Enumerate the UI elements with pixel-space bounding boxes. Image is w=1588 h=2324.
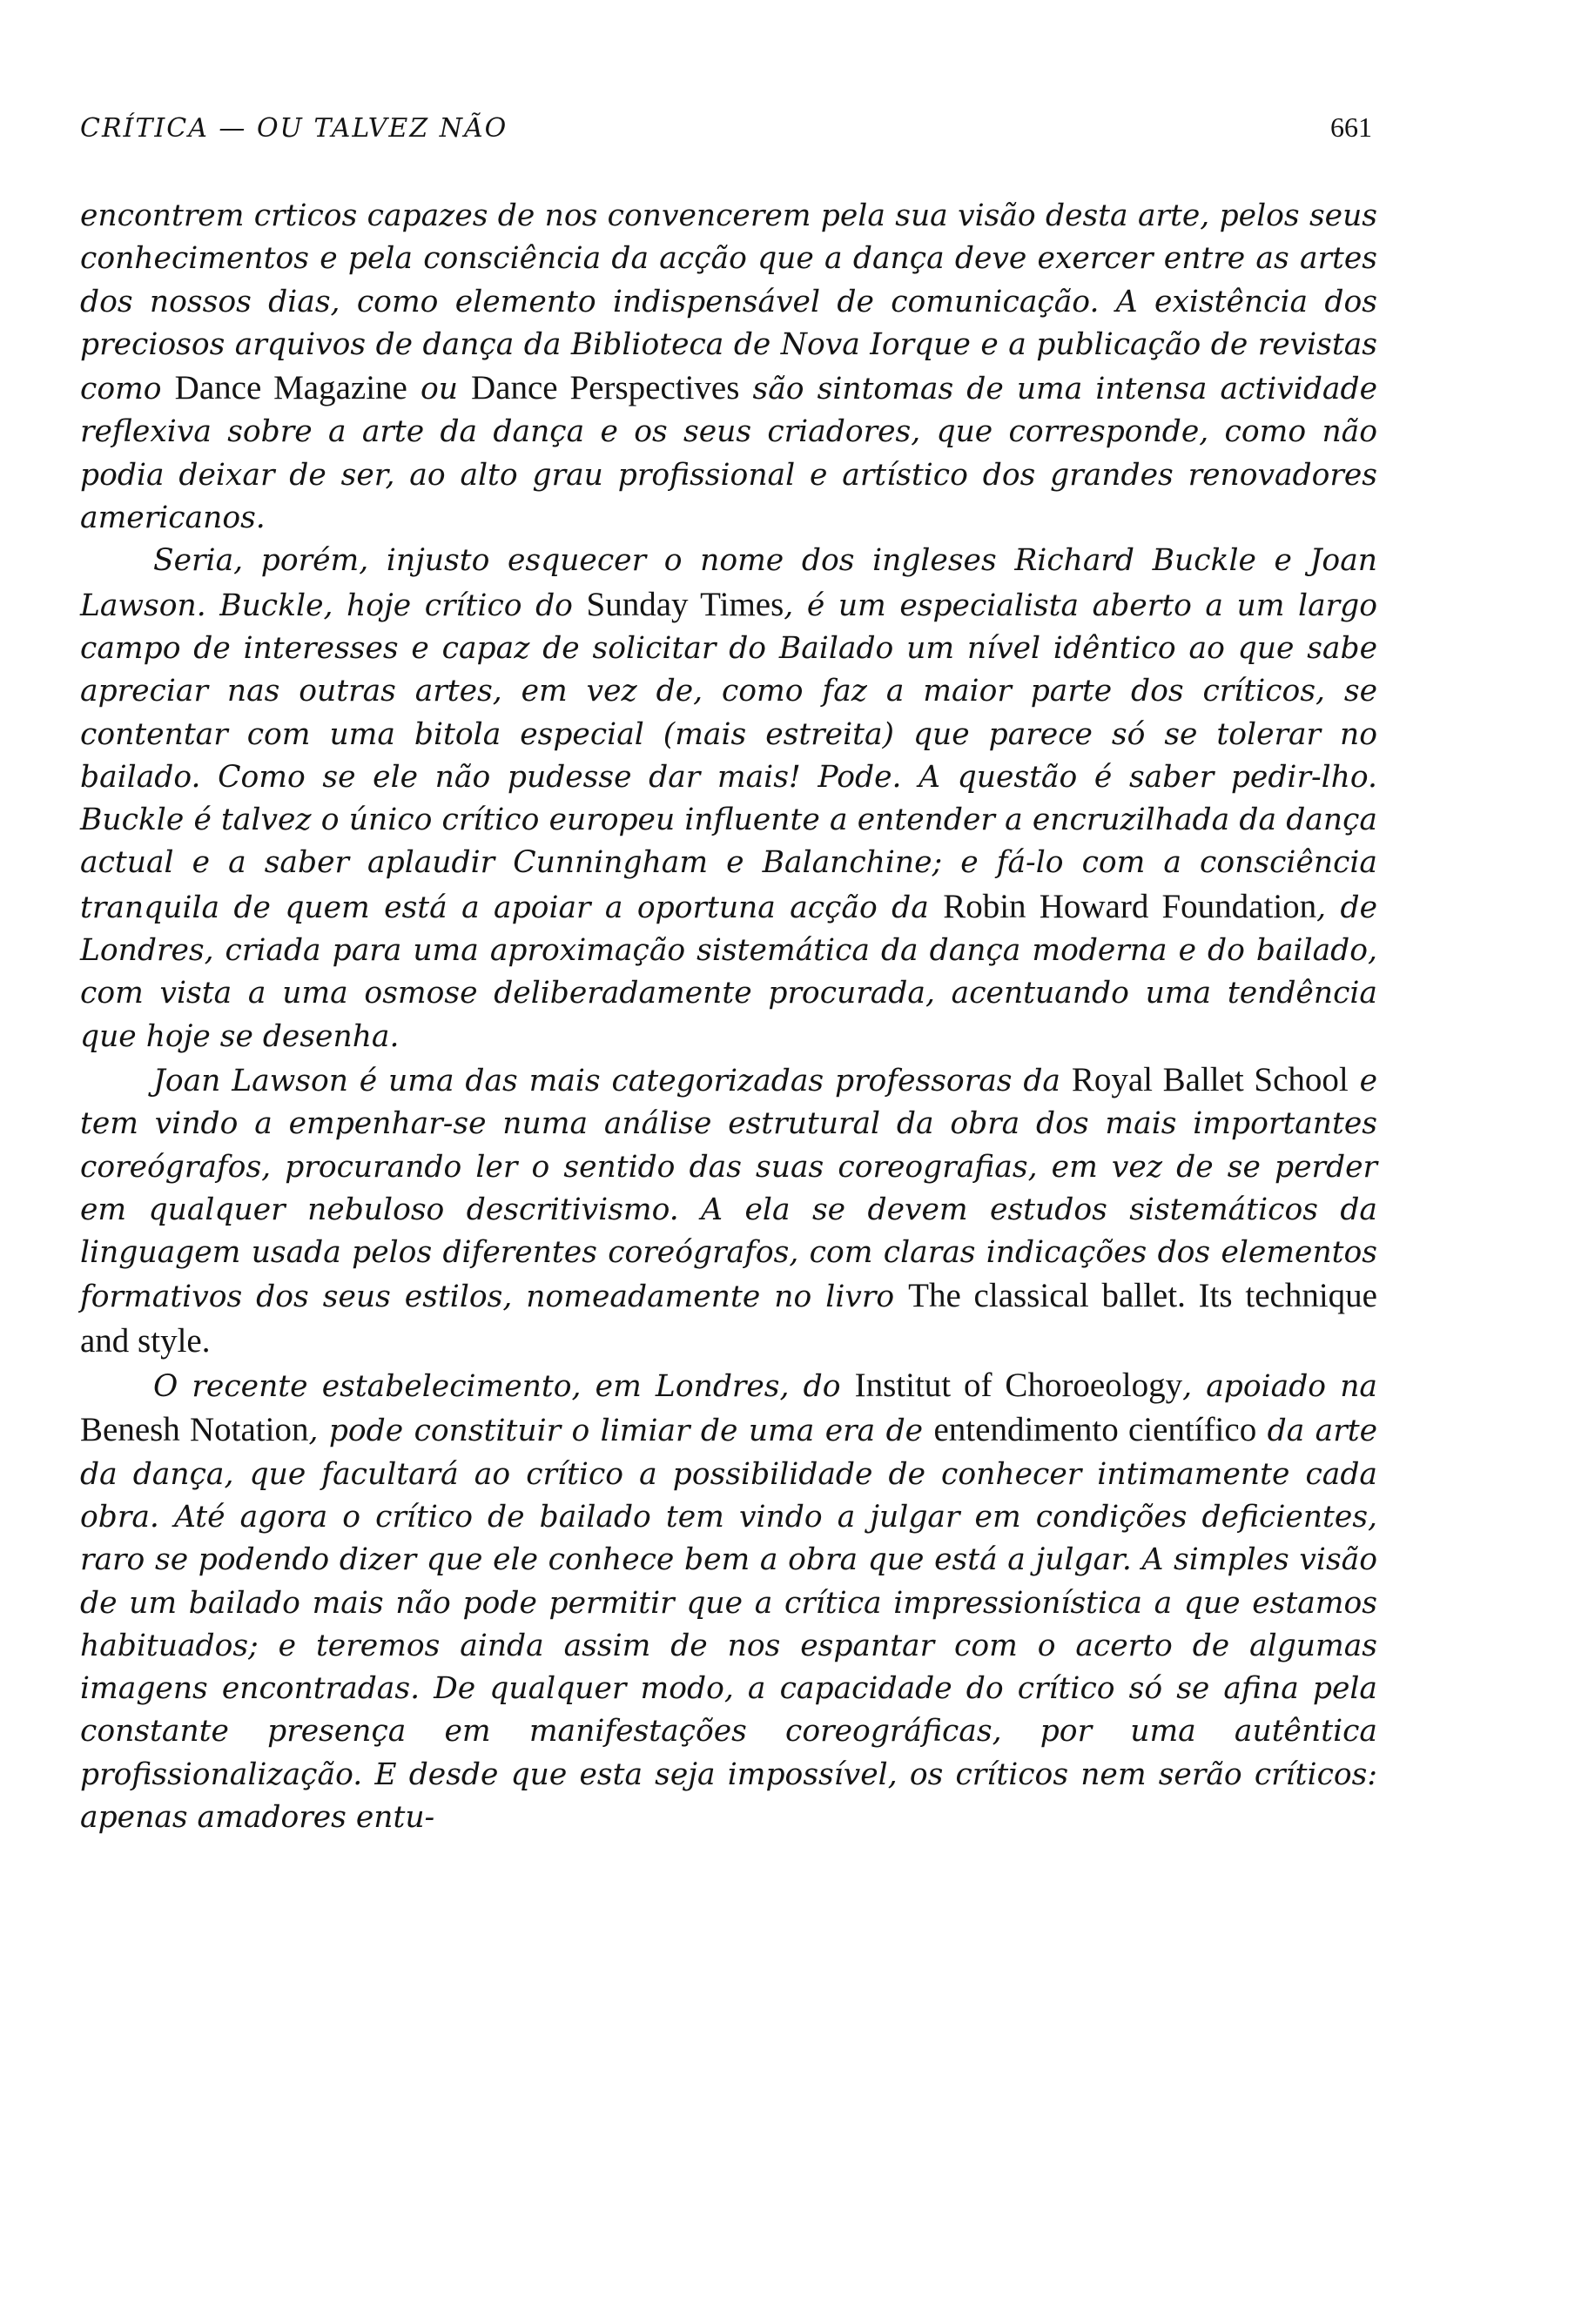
roman-title-text: Dance Magazine <box>174 369 407 407</box>
paragraph-text: , apoiado na <box>1182 1369 1377 1405</box>
paragraph-text: encontrem crticos capazes de nos convencerem pela sua visão desta arte, pelos seus conhecimentos e pela consciência da acção que a dança deve exercer entre as artes dos nossos dias, como elemento indispensável de comunicação. A existência dos preciosos arquivos de dança da Biblioteca de Nova Iorque e a publicação de revistas como <box>80 198 1377 407</box>
roman-title-text: entendimento científico <box>933 1411 1257 1449</box>
book-page <box>80 111 1377 1839</box>
roman-title-text: Robin Howard Foundation <box>943 887 1317 925</box>
paragraph-text: O recente estabelecimento, em Londres, do <box>153 1369 855 1405</box>
paragraph-text: , de Londres, criada para uma aproximação sistemática da dança moderna e do bailado, com vista a uma osmose deliberadamente procurada, acentuando uma tendência que hoje se desenha. <box>80 890 1377 1054</box>
paragraph <box>80 195 1377 540</box>
paragraph-text: Seria, porém, injusto esquecer o nome dos ingleses Richard Buckle e Joan Lawson. Buckle, hoje crítico do <box>80 543 1377 623</box>
paragraph-text: , é um especialista aberto a um largo campo de interesses e capaz de solicitar do Bailado um nível idêntico ao que sabe apreciar nas outras artes, em vez de, como faz a maior parte dos críticos, se contentar com uma bitola especial (mais estreita) que parece só se tolerar no bailado. Como se ele não pudesse dar mais! Pode. A questão é saber pedir-lho. Buckle é talvez o único crítico europeu influente a entender a encruzilhada da dança actual e a saber aplaudir Cunningham e Balanchine; e fá-lo com a consciência tranquila de quem está a apoiar a oportuna acção da <box>80 588 1377 925</box>
running-title: CRÍTICA — OU TALVEZ NÃO <box>80 113 508 144</box>
paragraph-text: ou <box>407 372 472 407</box>
paragraph <box>80 1364 1377 1839</box>
paragraph <box>80 1058 1377 1364</box>
page-header <box>80 111 1377 164</box>
paragraph-text: e tem vindo a empenhar-se numa análise estrutural da obra dos mais importantes coreógrafos, procurando ler o sentido das suas coreografias, em vez de se perder em qualquer nebuloso descritivismo. A ela se devem estudos sistemáticos da linguagem usada pelos diferentes coreógrafos, com claras indicações dos elementos formativos dos seus estilos, nomeadamente no livro <box>80 1063 1377 1315</box>
page-number: 661 <box>1330 111 1372 143</box>
paragraph <box>80 540 1377 1058</box>
paragraph-text: , pode constituir o limiar de uma era de <box>308 1414 934 1449</box>
paragraph-text: são sintomas de uma intensa actividade reflexiva sobre a arte da dança e os seus criadores, que corresponde, como não podia deixar de ser, ao alto grau profissional e artístico dos grandes renovadores americanos. <box>80 372 1377 536</box>
roman-title-text: Dance Perspectives <box>471 369 740 407</box>
roman-title-text: Royal Ballet School <box>1071 1060 1349 1098</box>
roman-title-text: Benesh Notation <box>80 1411 309 1449</box>
roman-title-text: Institut of Choroeology <box>854 1367 1183 1405</box>
paragraph-text: Joan Lawson é uma das mais categorizadas professoras da <box>153 1063 1072 1098</box>
roman-title-text: The classical ballet. Its technique and style. <box>80 1277 1377 1360</box>
roman-title-text: Sunday Times <box>586 585 784 623</box>
paragraph-text: da arte da dança, que facultará ao crítico a possibilidade de conhecer intimamente cada obra. Até agora o crítico de bailado tem vindo a julgar em condições deficientes, raro se podendo dizer que ele conhece bem a obra que está a julgar. A simples visão de um bailado mais não pode permitir que a crítica impressionística a que estamos habituados; e teremos ainda assim de nos espantar com o acerto de algumas imagens encontradas. De qualquer modo, a capacidade do crítico só se afina pela constante presença em manifestações coreográficas, por uma autêntica profissionalização. E desde que esta seja impossível, os críticos nem serão críticos: apenas amadores entu- <box>80 1414 1378 1835</box>
body-text <box>80 195 1377 1839</box>
